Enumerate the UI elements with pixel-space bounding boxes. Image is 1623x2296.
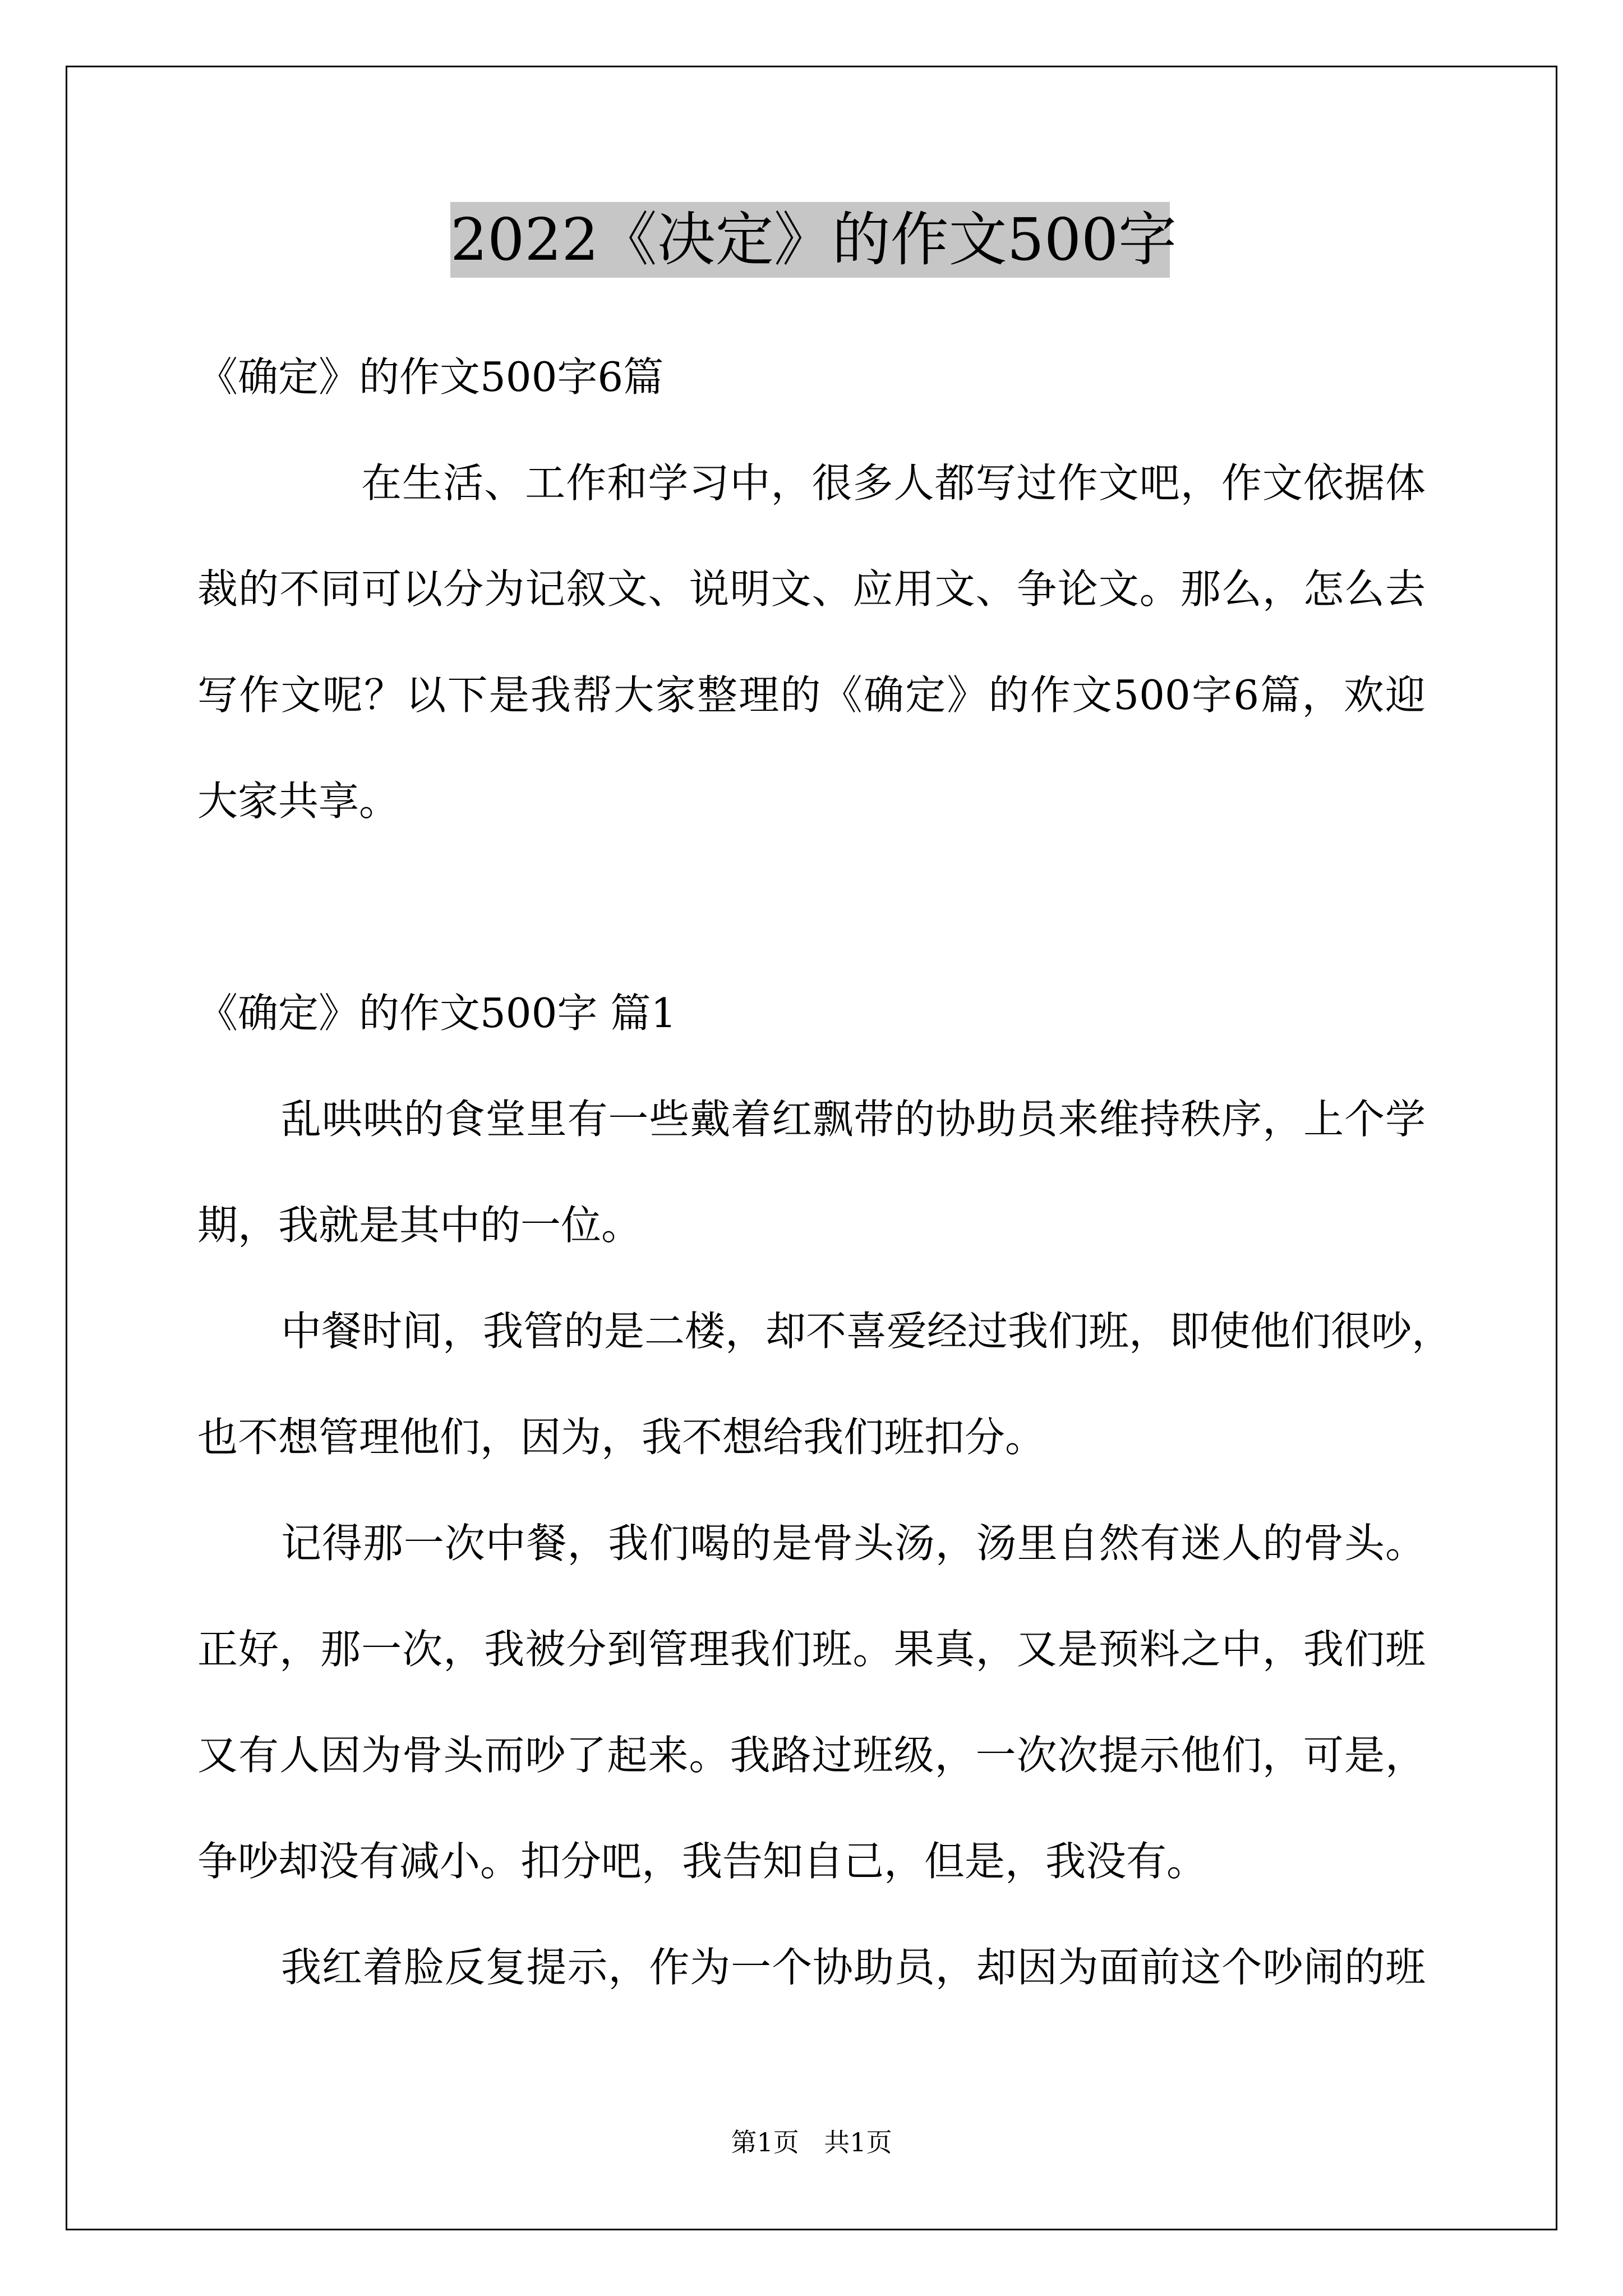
document-body <box>197 324 1453 2021</box>
section-heading: 《确定》的作文500字 篇1 <box>197 990 677 1037</box>
paragraph-line: 正好，那一次，我被分到管理我们班。果真，又是预料之中，我们班 <box>197 1626 1426 1673</box>
paragraph-line: 也不想管理他们，因为，我不想给我们班扣分。 <box>197 1414 1046 1461</box>
blank-line <box>197 854 1426 960</box>
paragraph-line: 乱哄哄的食堂里有一些戴着红飘带的协助员来维持秩序，上个学 <box>281 1096 1426 1143</box>
paragraph-line: 记得那一次中餐，我们喝的是骨头汤，汤里自然有迷人的骨头。 <box>281 1520 1426 1567</box>
page-footer: 第1页 共1页 <box>731 2127 892 2157</box>
intro-paragraph <box>197 430 1426 854</box>
paragraph-line: 我红着脸反复提示，作为一个协助员，却因为面前这个吵闹的班 <box>281 1944 1426 1991</box>
section-paragraph <box>197 1490 1426 1915</box>
paragraph-line: 争吵却没有减小。扣分吧，我告知自己，但是，我没有。 <box>197 1838 1207 1885</box>
section-paragraph <box>197 1278 1453 1490</box>
section-paragraph <box>197 1915 1426 2021</box>
page-title: 2022《决定》的作文500字 <box>450 205 1177 274</box>
paragraph-line: 在生活、工作和学习中，很多人都写过作文吧，作文依据体 <box>361 459 1426 507</box>
paragraph-line: 期，我就是其中的一位。 <box>197 1202 642 1249</box>
paragraph-line: 中餐时间，我管的是二楼，却不喜爱经过我们班，即使他们很吵， <box>281 1308 1453 1355</box>
paragraph-line: 大家共享。 <box>197 777 400 825</box>
paragraph-line: 裁的不同可以分为记叙文、说明文、应用文、争论文。那么，怎么去 <box>197 565 1426 613</box>
paragraph-line: 写作文呢？以下是我帮大家整理的《确定》的作文500字6篇，欢迎 <box>197 671 1426 719</box>
section-paragraph <box>197 1066 1426 1278</box>
subtitle: 《确定》的作文500字6篇 <box>197 353 664 401</box>
title-highlight <box>450 202 1177 278</box>
paragraph-line: 又有人因为骨头而吵了起来。我路过班级，一次次提示他们，可是， <box>197 1732 1426 1779</box>
